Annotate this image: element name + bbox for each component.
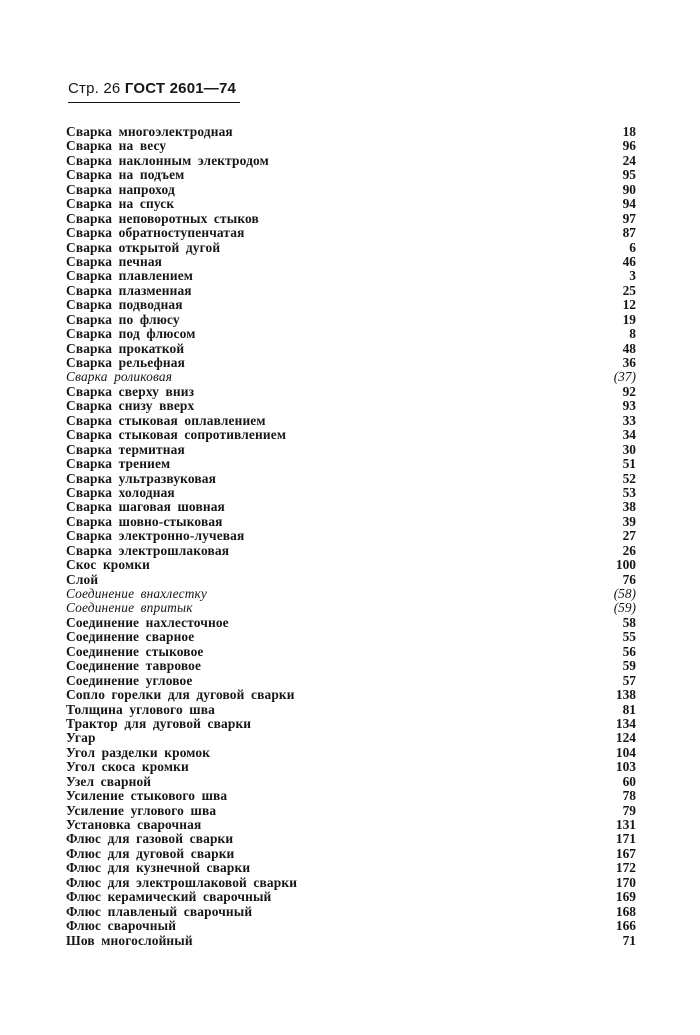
index-entry [66, 255, 636, 269]
index-term: Узел сварной [66, 773, 152, 789]
index-reference-number: 169 [615, 889, 636, 905]
index-entry [66, 804, 636, 818]
index-entry [66, 616, 636, 630]
index-reference-number: 52 [622, 470, 636, 486]
index-reference-number: 167 [615, 845, 636, 861]
index-reference-number: 172 [615, 860, 636, 876]
index-reference-number: 78 [622, 788, 636, 804]
index-entry [66, 775, 636, 789]
index-reference-number: 124 [615, 730, 636, 746]
index-term: Сварка снизу вверх [66, 398, 195, 414]
index-entry [66, 183, 636, 197]
index-entry [66, 674, 636, 688]
index-reference-number: 25 [622, 282, 636, 298]
index-term: Флюс керамический сварочный [66, 889, 272, 905]
index-entry [66, 212, 636, 226]
index-reference-number: 79 [622, 802, 636, 818]
index-entry [66, 645, 636, 659]
index-term: Сварка на подъем [66, 167, 185, 183]
index-entry [66, 703, 636, 717]
index-term: Сварка обратноступенчатая [66, 225, 245, 241]
index-reference-number: 3 [629, 268, 636, 284]
index-entry [66, 529, 636, 543]
index-entry [66, 847, 636, 861]
index-reference-number: 171 [615, 831, 636, 847]
index-reference-number: 38 [622, 499, 636, 515]
index-reference-number: 39 [622, 513, 636, 529]
index-entry [66, 327, 636, 341]
index-term: Шов многослойный [66, 932, 193, 948]
index-term: Флюс для электрошлаковой сварки [66, 874, 298, 890]
index-entry [66, 717, 636, 731]
index-term: Усиление стыкового шва [66, 788, 228, 804]
index-term: Соединение стыковое [66, 643, 204, 659]
index-term: Слой [66, 571, 99, 587]
index-term: Скос кромки [66, 557, 150, 573]
index-entry [66, 587, 636, 601]
index-term: Сварка электрошлаковая [66, 542, 230, 558]
index-reference-number: 51 [622, 456, 636, 472]
index-reference-number: 170 [615, 874, 636, 890]
index-reference-number: 93 [622, 398, 636, 414]
index-entry [66, 139, 636, 153]
index-entry [66, 370, 636, 384]
index-entry [66, 168, 636, 182]
index-term: Трактор для дуговой сварки [66, 715, 252, 731]
index-reference-number: 60 [622, 773, 636, 789]
index-term: Сварка под флюсом [66, 326, 196, 342]
index-term: Сварка напроход [66, 181, 175, 197]
page-header [68, 80, 236, 97]
page-number: Стр. 26 [68, 80, 121, 97]
index-term: Флюс плавленый сварочный [66, 903, 253, 919]
index-reference-number: 36 [622, 355, 636, 370]
index-entry [66, 688, 636, 702]
index-reference-number: 19 [622, 311, 636, 327]
index-term: Сварка на спуск [66, 196, 175, 212]
index-term: Сварка рельефная [66, 355, 186, 370]
index-entry [66, 760, 636, 774]
index-entry [66, 905, 636, 919]
index-reference-number: 34 [622, 427, 636, 443]
index-entry [66, 832, 636, 846]
index-entry [66, 601, 636, 615]
index-term: Сварка трением [66, 456, 171, 472]
index-entry [66, 342, 636, 356]
index-term: Сварка шовно-стыковая [66, 513, 223, 529]
index-entry [66, 284, 636, 298]
index-reference-number: 18 [622, 124, 636, 139]
index-reference-number: 30 [622, 441, 636, 457]
index-reference-number: 8 [629, 326, 636, 342]
index-term: Соединение внахлестку [66, 586, 208, 601]
index-term: Угар [66, 730, 96, 746]
index-entry [66, 428, 636, 442]
index-reference-number: 26 [622, 542, 636, 558]
index-term: Сварка стыковая сопротивлением [66, 427, 287, 443]
index-reference-number: 56 [622, 643, 636, 659]
index-term: Сварка печная [66, 253, 163, 269]
index-term: Соединение сварное [66, 629, 195, 645]
index-term: Соединение нахлесточное [66, 614, 229, 630]
index-entry [66, 789, 636, 803]
index-entry [66, 934, 636, 948]
index-reference-number: 87 [622, 225, 636, 241]
index-reference-number: 71 [622, 932, 636, 948]
index-entry [66, 313, 636, 327]
index-term: Сварка по флюсу [66, 311, 180, 327]
index-reference-number: 33 [622, 412, 636, 428]
index-entry [66, 154, 636, 168]
index-term: Сварка наклонным электродом [66, 152, 269, 168]
index-reference-number: 95 [622, 167, 636, 183]
index-term: Сварка роликовая [66, 369, 173, 385]
index-reference-number: 94 [622, 196, 636, 212]
index-term: Сварка стыковая оплавлением [66, 412, 266, 428]
index-entry [66, 890, 636, 904]
index-term: Флюс для кузнечной сварки [66, 860, 251, 876]
index-term: Сварка плазменная [66, 282, 192, 298]
index-entry [66, 457, 636, 471]
index-term: Соединение угловое [66, 672, 193, 688]
index-term: Флюс для дуговой сварки [66, 845, 235, 861]
index-reference-number: 92 [622, 383, 636, 399]
index-entry [66, 746, 636, 760]
index-term: Сварка холодная [66, 484, 175, 500]
index-term: Сварка термитная [66, 441, 185, 457]
index-term: Сварка открытой дугой [66, 239, 221, 255]
index-entry [66, 630, 636, 644]
index-entry [66, 876, 636, 890]
index-entry [66, 573, 636, 587]
index-term: Усиление углового шва [66, 802, 217, 818]
index-entry [66, 399, 636, 413]
index-reference-number: 27 [622, 528, 636, 544]
index-entry [66, 731, 636, 745]
index-entry [66, 861, 636, 875]
index-reference-number: 103 [615, 759, 636, 775]
index-entry [66, 241, 636, 255]
index-reference-number: (37) [613, 369, 636, 385]
index-entry [66, 385, 636, 399]
index-reference-number: 100 [615, 557, 636, 573]
index-reference-number: 81 [622, 701, 636, 717]
index-term: Сварка неповоротных стыков [66, 210, 259, 226]
index-reference-number: 166 [615, 918, 636, 934]
index-reference-number: 96 [622, 138, 636, 154]
index-entry [66, 500, 636, 514]
index-term: Соединение тавровое [66, 658, 202, 674]
index-reference-number: 12 [622, 297, 636, 313]
index-reference-number: 76 [622, 571, 636, 587]
index-reference-number: 57 [622, 672, 636, 688]
index-reference-number: 24 [622, 152, 636, 168]
index-entry [66, 486, 636, 500]
index-reference-number: 90 [622, 181, 636, 197]
index-term: Сварка ультразвуковая [66, 470, 216, 486]
index-reference-number: 55 [622, 629, 636, 645]
index-reference-number: 48 [622, 340, 636, 356]
index-reference-number: 104 [615, 744, 636, 760]
index-reference-number: 138 [615, 687, 636, 703]
index-reference-number: 131 [615, 817, 636, 832]
index-entry [66, 197, 636, 211]
index-term: Сварка сверху вниз [66, 383, 195, 399]
index-term: Сварка на весу [66, 138, 167, 154]
index-reference-number: 6 [629, 239, 636, 255]
index-entry [66, 558, 636, 572]
standard-designation: ГОСТ 2601—74 [124, 80, 237, 97]
index-term: Установка сварочная [66, 817, 202, 832]
index-reference-number: 168 [615, 903, 636, 919]
index-reference-number: 46 [622, 253, 636, 269]
index-term: Флюс сварочный [66, 918, 177, 934]
index-reference-number: 134 [615, 715, 636, 731]
index-entry [66, 356, 636, 370]
index-entry [66, 443, 636, 457]
index-entry [66, 818, 636, 832]
index-reference-number: 53 [622, 484, 636, 500]
index-entry [66, 125, 636, 139]
header-rule [68, 102, 240, 103]
index-term: Толщина углового шва [66, 701, 215, 717]
index-term: Сварка плавлением [66, 268, 194, 284]
index-reference-number: 59 [622, 658, 636, 674]
index-term: Соединение впритык [66, 600, 193, 616]
index-entry [66, 298, 636, 312]
term-index-list [66, 125, 636, 948]
index-entry [66, 659, 636, 673]
index-term: Угол разделки кромок [66, 744, 211, 760]
index-entry [66, 226, 636, 240]
index-term: Сварка многоэлектродная [66, 124, 233, 139]
index-term: Флюс для газовой сварки [66, 831, 234, 847]
index-reference-number: 58 [622, 614, 636, 630]
index-term: Сварка прокаткой [66, 340, 185, 356]
index-reference-number: (59) [613, 600, 636, 616]
index-entry [66, 414, 636, 428]
index-term: Сварка шаговая шовная [66, 499, 225, 515]
index-entry [66, 919, 636, 933]
index-term: Сопло горелки для дуговой сварки [66, 687, 295, 703]
index-term: Сварка электронно-лучевая [66, 528, 245, 544]
index-entry [66, 544, 636, 558]
index-entry [66, 515, 636, 529]
index-reference-number: 97 [622, 210, 636, 226]
index-reference-number: (58) [613, 586, 636, 601]
index-term: Сварка подводная [66, 297, 183, 313]
index-entry [66, 472, 636, 486]
index-term: Угол скоса кромки [66, 759, 189, 775]
index-entry [66, 269, 636, 283]
